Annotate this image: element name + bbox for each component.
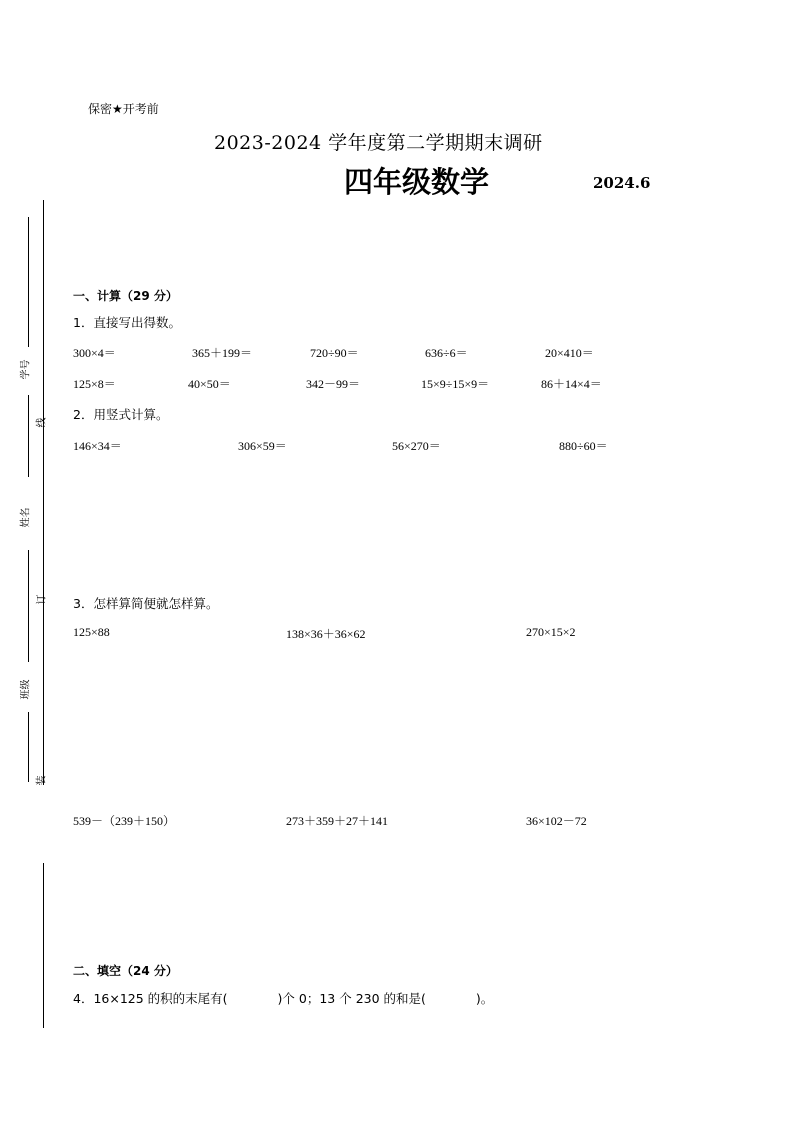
zhuang-mark: 装: [36, 775, 48, 786]
section2-heading: 二、填空（24 分）: [73, 964, 178, 978]
name-label: 姓名: [20, 507, 32, 528]
student-id-blank[interactable]: [28, 217, 29, 347]
q1-item: 300×4＝: [73, 346, 116, 360]
q2-item: 306×59＝: [238, 439, 287, 453]
exam-title: 2023-2024 学年度第二学期期末调研: [214, 132, 543, 154]
line-mark: 线: [36, 417, 48, 428]
confidential-label: 保密★开考前: [88, 102, 159, 116]
q1-item: 636÷6＝: [425, 346, 468, 360]
exam-subject: 四年级数学: [344, 165, 490, 199]
q1-item: 365＋199＝: [192, 346, 253, 360]
q1-item: 125×8＝: [73, 377, 116, 391]
q3-item: 539－（239＋150）: [73, 814, 176, 828]
q1-item: 20×410＝: [545, 346, 594, 360]
q2-item: 146×34＝: [73, 439, 122, 453]
binding-line-upper: [43, 200, 44, 785]
q2-item: 880÷60＝: [559, 439, 608, 453]
q1-item: 40×50＝: [188, 377, 231, 391]
binding-line-lower: [43, 863, 44, 1028]
q1-item: 15×9÷15×9＝: [421, 377, 490, 391]
q3-item: 125×88: [73, 625, 110, 639]
section1-heading: 一、计算（29 分）: [73, 289, 178, 303]
q4-text: 4．16×125 的积的末尾有( )个 0；13 个 230 的和是( )。: [73, 991, 494, 1006]
name-blank-upper[interactable]: [28, 395, 29, 477]
q3-prompt: 3．怎样算简便就怎样算。: [73, 596, 219, 611]
q2-prompt: 2．用竖式计算。: [73, 407, 169, 422]
q1-item: 86＋14×4＝: [541, 377, 602, 391]
q2-item: 56×270＝: [392, 439, 441, 453]
exam-date: 2024.6: [593, 174, 651, 192]
q1-item: 342－99＝: [306, 377, 361, 391]
q3-item: 270×15×2: [526, 625, 576, 639]
q3-item: 273＋359＋27＋141: [286, 814, 389, 828]
class-blank[interactable]: [28, 712, 29, 782]
q1-prompt: 1．直接写出得数。: [73, 315, 181, 330]
q3-item: 138×36＋36×62: [286, 627, 366, 641]
q3-item: 36×102－72: [526, 814, 587, 828]
q1-item: 720÷90＝: [310, 346, 359, 360]
class-label: 班级: [20, 679, 32, 700]
ding-mark: 订: [36, 594, 48, 605]
student-id-label: 学号: [20, 359, 32, 380]
name-blank[interactable]: [28, 550, 29, 662]
